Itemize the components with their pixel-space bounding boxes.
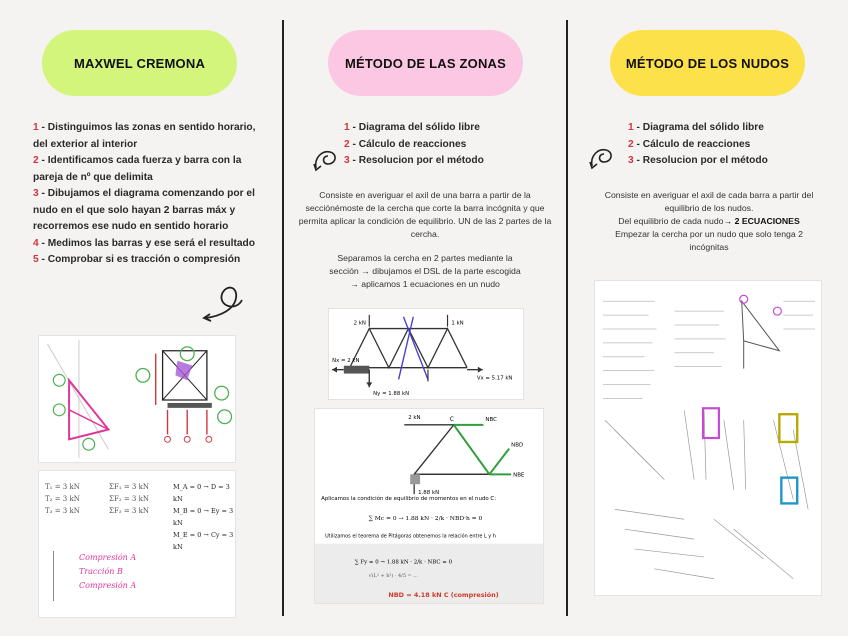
step-item: 2 - Identificamos cada fuerza y barra con la pareja de nº que delimita xyxy=(33,155,242,183)
label-reaction-vert: Ny = 1.88 kN xyxy=(373,391,410,398)
paragraph: Consiste en averiguar el axil de una barra a partir de la secciónémoste de la cercha que corte la barra incógnita y que permita aplicar la condición de equilibrio. UN de las 2 partes de la cercha. xyxy=(298,190,552,239)
label-reaction-left: Nx = 2 kN xyxy=(332,357,360,364)
steps-list-zonas xyxy=(344,120,564,170)
cremona-diagram-image xyxy=(38,335,236,463)
equation-text: ∑ Mc = 0 → 1.88 kN · 2/k · NBD·h = 0 xyxy=(368,514,483,522)
paragraph: Empezar la cercha por un nudo que solo tenga 2 incógnitas xyxy=(615,229,803,252)
label-nbe: NBE xyxy=(513,472,525,479)
equation-text: Aplicamos la condición de equilibrio de momentos en el nudo C: xyxy=(321,496,497,503)
step-item: 3 - Dibujamos el diagrama comenzando por el nudo en el que solo hayan 2 barras máx y recorremos ese nudo en sentido horario xyxy=(33,188,255,232)
step-item: 2 - Cálculo de reacciones xyxy=(628,138,751,150)
step-item: 5 - Comprobar si es tracción o compresión xyxy=(33,254,241,265)
column-metodo-zonas xyxy=(284,0,566,636)
title-pill-nudos: MÉTODO DE LOS NUDOS xyxy=(610,30,805,96)
equation-text: ∑ Fy = 0 → 1.88 kN · 2/k · NBC = 0 xyxy=(354,559,453,566)
title-pill-cremona: MAXWEL CREMONA xyxy=(42,30,237,96)
step-item: 4 - Medimos las barras y ese será el resultado xyxy=(33,237,255,249)
swirl-arrow-icon xyxy=(312,146,342,174)
svg-text:√(L² + h²) · 4/5 = ...: √(L² + h²) · 4/5 = ... xyxy=(368,573,418,580)
description-nudos xyxy=(584,189,834,254)
step-item: 3 - Resolucion por el método xyxy=(628,155,768,166)
swirl-arrow-icon xyxy=(588,144,618,172)
label-load-top-right: 1 kN xyxy=(451,320,464,327)
nudos-notes-image xyxy=(594,280,822,596)
step-item: 1 - Distinguimos las zonas en sentido horario, del exterior al interior xyxy=(33,122,256,150)
column-maxwel-cremona xyxy=(0,0,282,636)
label-load-top-left: 2 kN xyxy=(353,320,366,327)
label-section-load: 2 kN xyxy=(408,414,421,421)
label-nbd: NBD xyxy=(511,442,524,449)
steps-list-nudos xyxy=(628,120,843,170)
steps-list-cremona xyxy=(33,120,258,269)
step-item: 1 - Diagrama del sólido libre xyxy=(344,122,480,133)
equation-text: Utilizamos el teorema de Pitágoras obtenemos la relación entre L y h xyxy=(325,533,496,540)
paragraph: Separamos la cercha en 2 partes mediante la sección → dibujamos el DSL de la parte escogida → aplicamos 1 ecuaciones en un nudo xyxy=(329,253,521,289)
label-nbc: NBC xyxy=(485,416,497,423)
step-item: 1 - Diagrama del sólido libre xyxy=(628,122,764,133)
title-pill-zonas: MÉTODO DE LAS ZONAS xyxy=(328,30,523,96)
truss-diagram-image xyxy=(328,308,524,400)
label-node-c: C xyxy=(449,415,454,423)
result-text: NBD = 4.18 kN C (compresión) xyxy=(388,591,499,600)
label-section-reaction: 1.88 kN xyxy=(418,490,440,497)
label-reaction-right: Vx = 5.17 kN xyxy=(476,375,513,382)
swirl-arrow-icon xyxy=(200,282,250,324)
column-metodo-nudos xyxy=(568,0,848,636)
paragraph: Del equilibrio de cada nudo→ 2 ECUACIONES xyxy=(618,216,800,226)
step-item: 3 - Resolucion por el método xyxy=(344,155,484,166)
step-item: 2 - Cálculo de reacciones xyxy=(344,138,467,150)
section-method-image xyxy=(314,408,544,604)
description-zonas xyxy=(296,189,554,302)
cremona-calculations-image: T₁ = 3 kN T₂ = 3 kN T₃ = 3 kN ΣF₁ = 3 kN ΣF₂ = 3 kN ΣF₃ = 3 kN M_A = 0 → D = 3 kN M_B = 0 → Ey = 3 kN M_E = 0 → Cy = 3 kN Compresión A Tracción B Compresión A xyxy=(38,470,236,618)
paragraph: Consiste en averiguar el axil de cada barra a partir del equilibrio de los nudos. xyxy=(604,190,814,213)
